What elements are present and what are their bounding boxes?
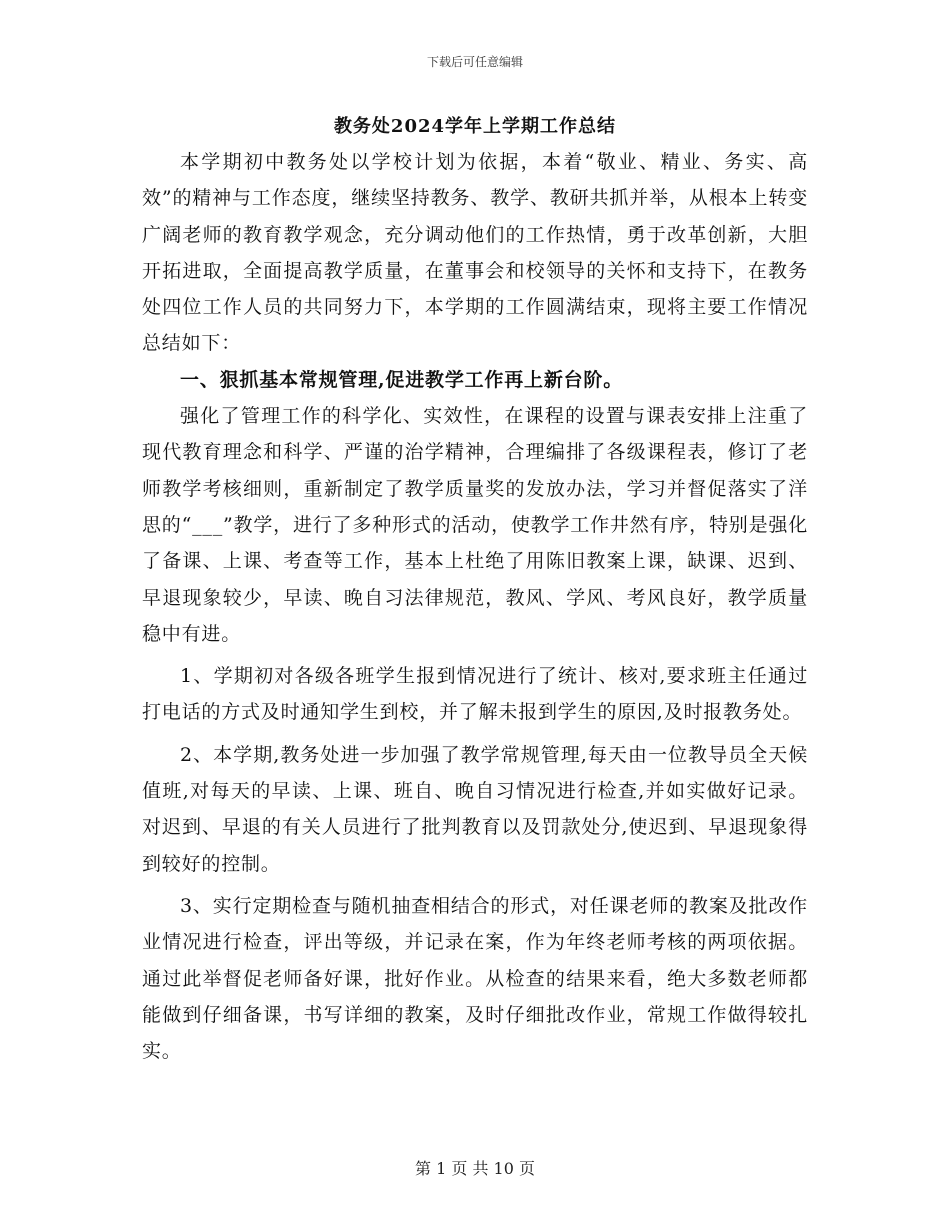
page-header-note: 下载后可任意编辑 xyxy=(426,55,523,69)
page-number: 第 1 页 共 10 页 xyxy=(415,1159,535,1178)
section-1-heading: 一、狠抓基本常规管理,促进教学工作再上新台阶。 xyxy=(180,368,624,391)
list-item-1: 1、学期初对各级各班学生报到情况进行了统计、核对,要求班主任通过打电话的方式及时通知学生到校，并了解未报到学生的原因,及时报教务处。 xyxy=(142,665,808,724)
document-title: 教务处2024学年上学期工作总结 xyxy=(333,116,617,137)
section-1-paragraph: 强化了管理工作的科学化、实效性，在课程的设置与课表安排上注重了现代教育理念和科学、严谨的治学精神，合理编排了各级课程表，修订了老师教学考核细则，重新制定了教学质量奖的发放办法，学习并督促落实了洋思的“___”教学，进行了多种形式的活动，使教学工作井然有序，特别是强化了备课、上课、考查等工作，基本上杜绝了用陈旧教案上课，缺课、迟到、早退现象较少，早读、晚自习法律规范，教风、学风、考风良好，教学质量稳中有进。 xyxy=(142,405,808,645)
intro-paragraph: 本学期初中教务处以学校计划为依据，本着“敬业、精业、务实、高效”的精神与工作态度，继续坚持教务、教学、教研共抓并举，从根本上转变广阔老师的教育教学观念，充分调动他们的工作热情，勇于改革创新，大胆开拓进取，全面提高教学质量，在董事会和校领导的关怀和支持下，在教务处四位工作人员的共同努力下，本学期的工作圆满结束，现将主要工作情况总结如下： xyxy=(142,151,808,355)
list-item-3: 3、实行定期检查与随机抽查相结合的形式，对任课老师的教案及批改作业情况进行检查，评出等级，并记录在案，作为年终老师考核的两项依据。通过此举督促老师备好课，批好作业。从检查的结果来看，绝大多数老师都能做到仔细备课，书写详细的教案，及时仔细批改作业，常规工作做得较扎实。 xyxy=(142,894,808,1063)
document-body xyxy=(142,112,808,1069)
list-item-2: 2、本学期,教务处进一步加强了教学常规管理,每天由一位教导员全天候值班,对每天的早读、上课、班自、晚自习情况进行检查,并如实做好记录。对迟到、早退的有关人员进行了批判教育以及罚款处分,使迟到、早退现象得到较好的控制。 xyxy=(142,743,808,875)
